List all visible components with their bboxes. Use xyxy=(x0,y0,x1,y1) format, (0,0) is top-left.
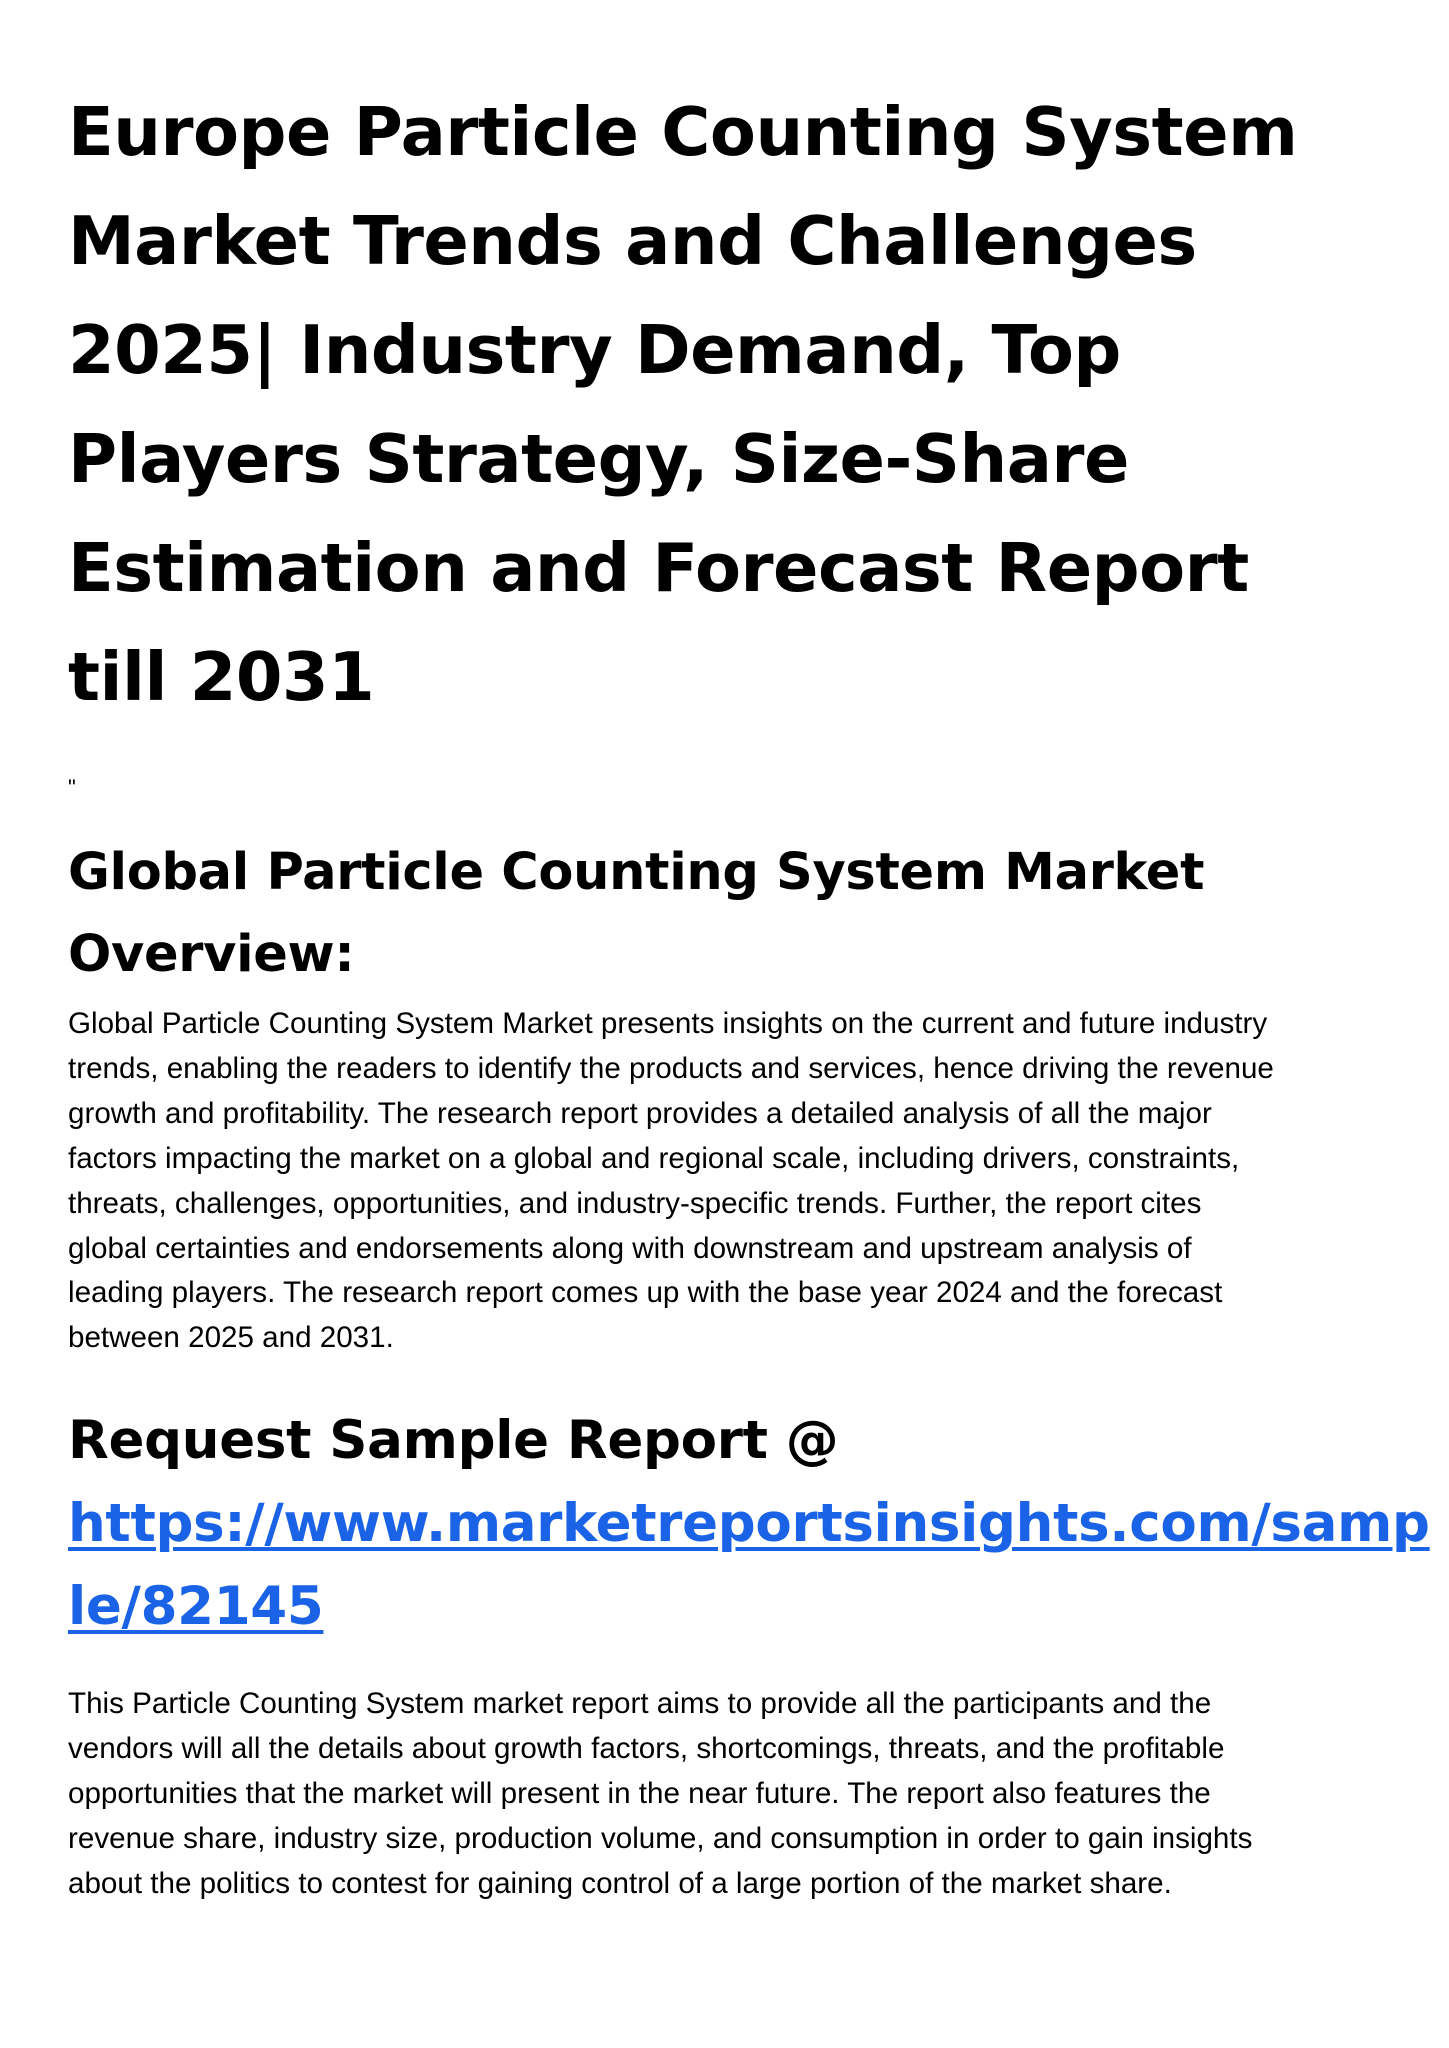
sample-report-link[interactable] xyxy=(68,1482,1430,1648)
closing-paragraph: This Particle Counting System market report aims to provide all the participants and the vendors will all the details about growth factors, shortcomings, threats, and the profitable opportunities that the market will present in the near future. The report also features the revenue share, industry size, production volume, and consumption in order to gain insights about the politics to contest for gaining control of a large portion of the market share. xyxy=(68,1687,1253,1900)
sample-request-heading: Request Sample Report @ xyxy=(68,1410,839,1472)
stray-quote-mark: " xyxy=(68,775,76,800)
sample-report-link-line-1[interactable]: https://www.marketreportsinsights.com/samp xyxy=(68,1493,1430,1555)
overview-paragraph: Global Particle Counting System Market presents insights on the current and future industry trends, enabling the readers to identify the products and services, hence driving the revenue growth and profitability. The research report provides a detailed analysis of all the major factors impacting the market on a global and regional scale, including drivers, constraints, threats, challenges, opportunities, and industry-specific trends. Further, the report cites global certainties and endorsements along with downstream and upstream analysis of leading players. The research report comes up with the base year 2024 and the forecast between 2025 and 2031. xyxy=(68,1007,1274,1355)
document-page xyxy=(68,78,1430,1907)
overview-heading: Global Particle Counting System Market Overview: xyxy=(68,843,1205,984)
sample-request-section xyxy=(68,1399,1430,1648)
page-title: Europe Particle Counting System Market Trends and Challenges 2025| Industry Demand, Top Players Strategy, Size-Share Estimation and Forecast Report till 2031 xyxy=(68,93,1298,716)
sample-report-link-line-2[interactable]: le/82145 xyxy=(68,1576,324,1638)
